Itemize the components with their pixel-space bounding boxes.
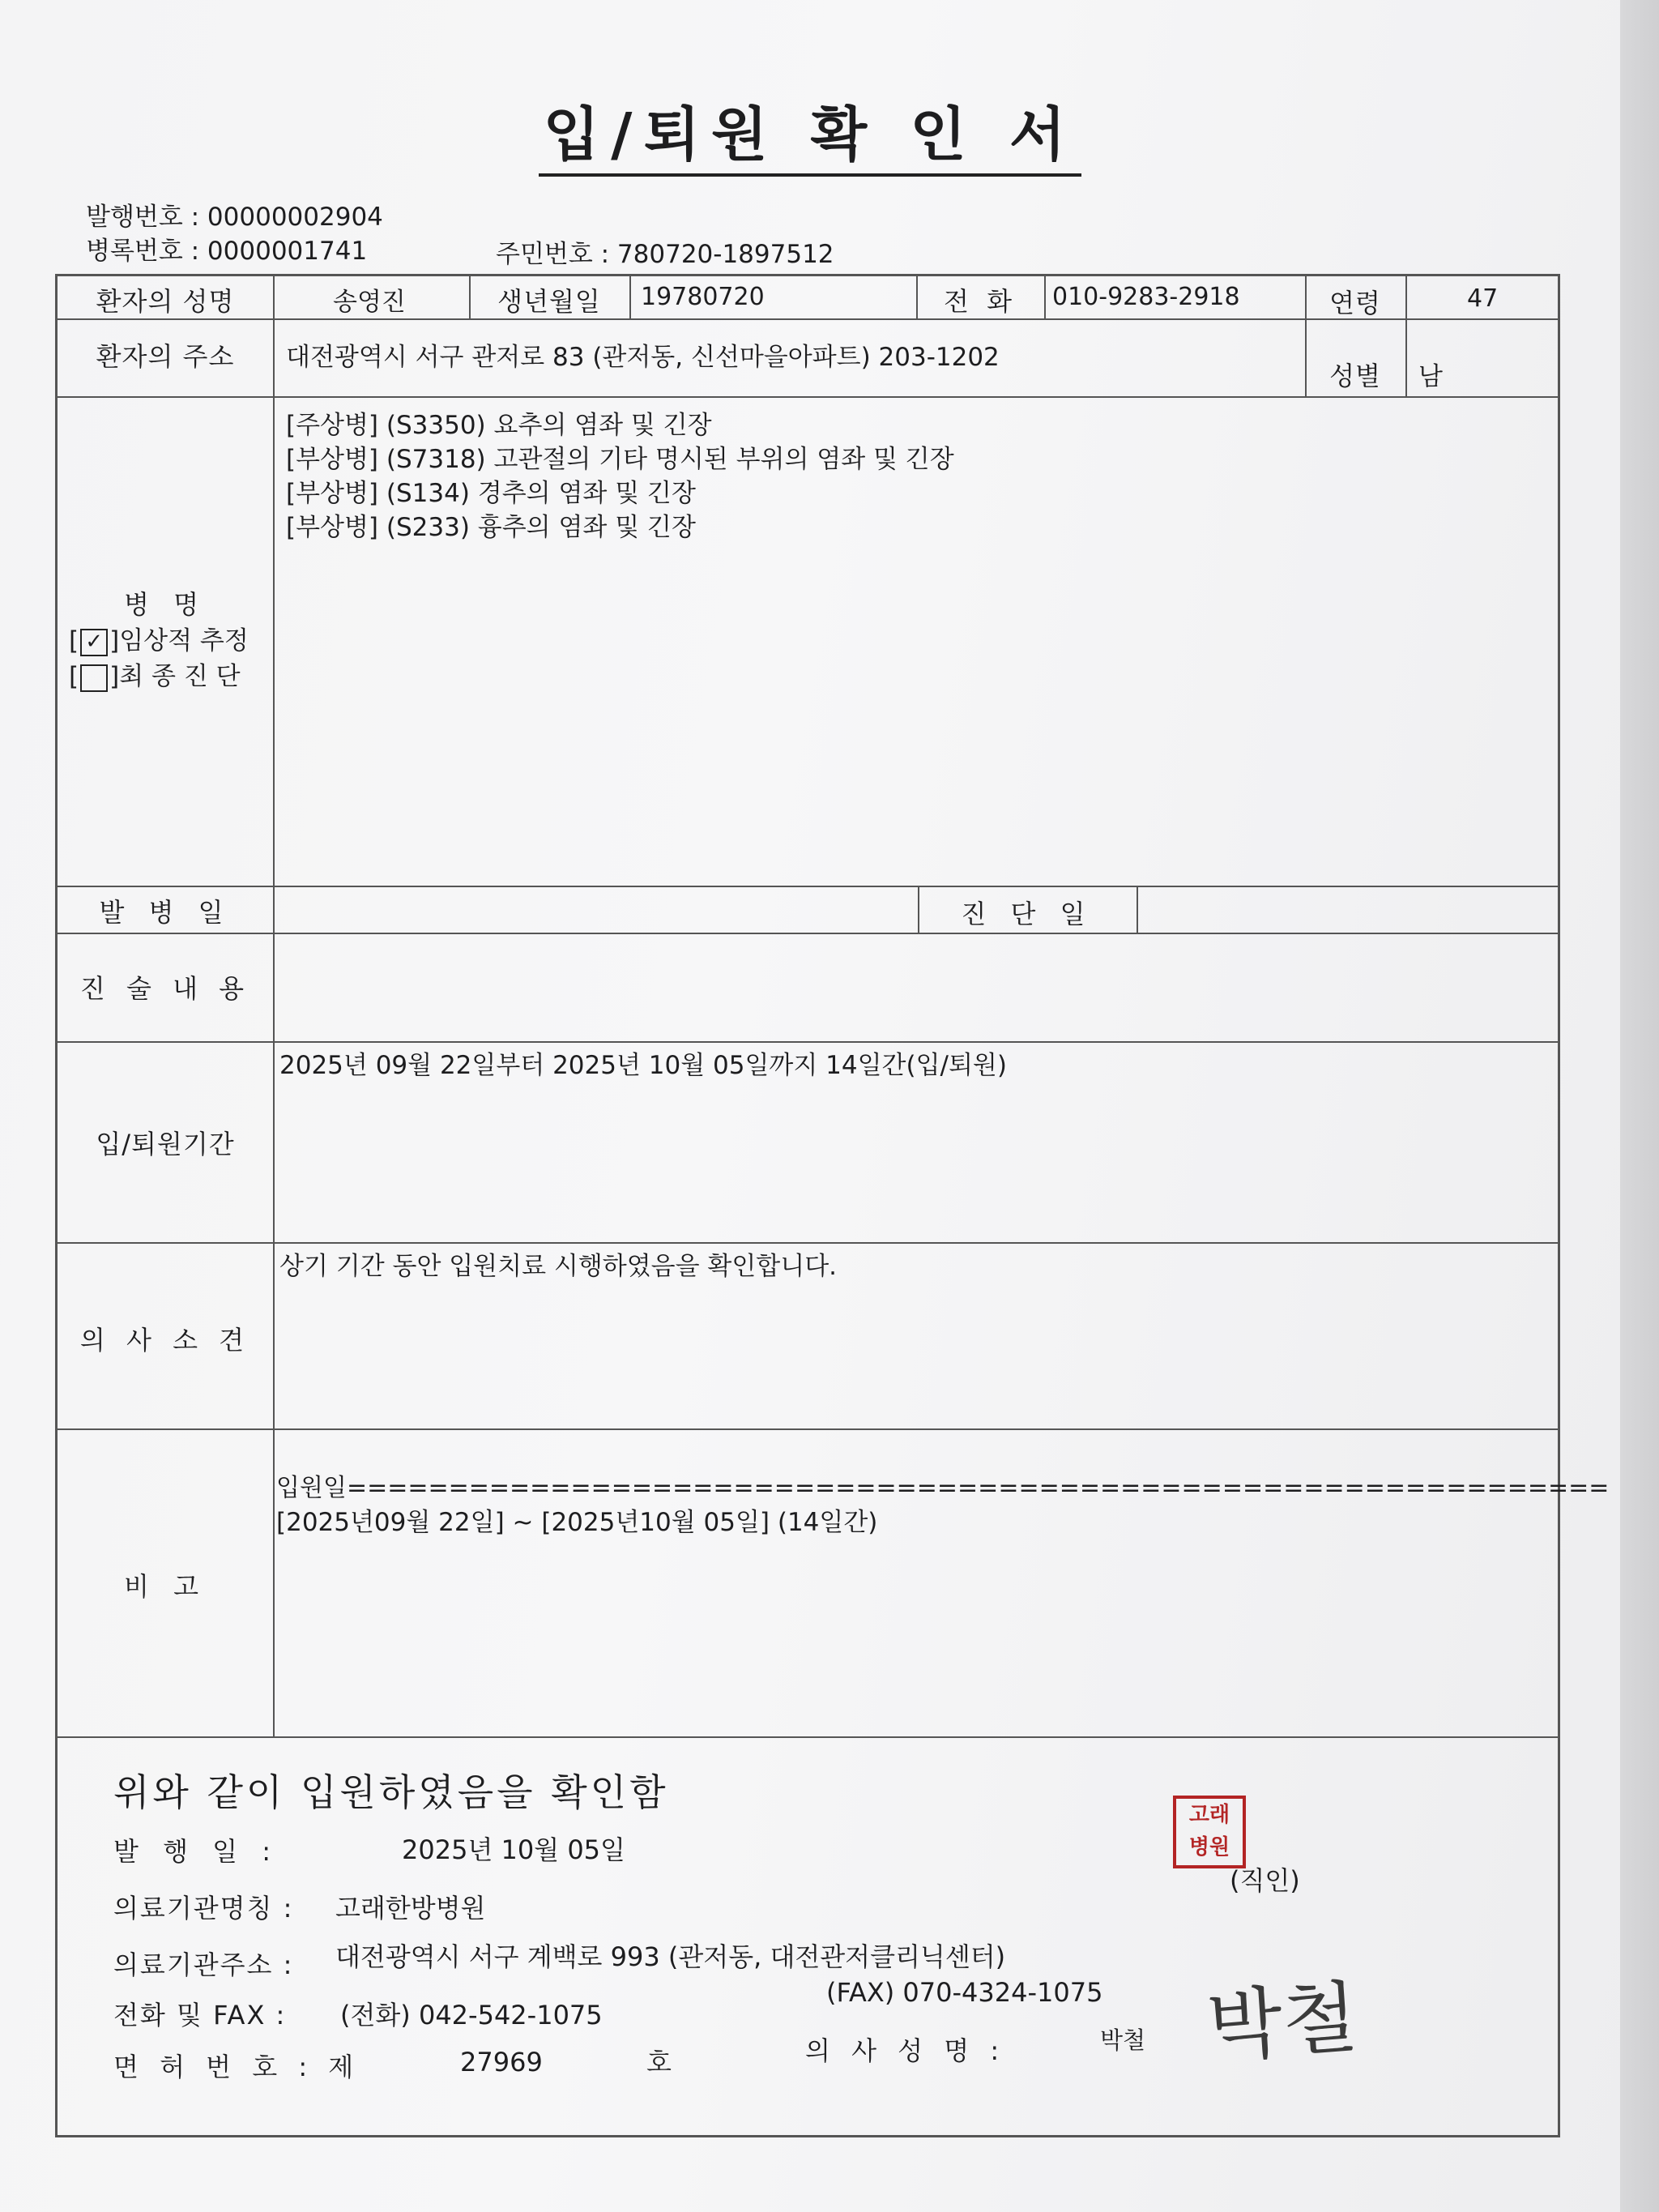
age-label: 연령 xyxy=(1329,288,1381,318)
resident-number: 주민번호 : 780720-1897512 xyxy=(496,240,834,269)
phone-value: 010-9283-2918 xyxy=(1052,283,1240,311)
address-value: 대전광역시 서구 관저로 83 (관저동, 신선마을아파트) 203-1202 xyxy=(286,343,1000,372)
opinion-label: 의 사 소 견 xyxy=(79,1325,251,1356)
doctor-name: 박철 xyxy=(1100,2026,1146,2054)
clinical-estimate-option: [ ✓ ]임상적 추정 xyxy=(69,626,249,655)
doctor-name-label: 의 사 성 명 : xyxy=(805,2035,1006,2066)
license-suffix: 호 xyxy=(646,2047,672,2077)
document-title: 입/퇴원 확 인 서 xyxy=(0,88,1620,172)
diagnosis-item-1: [주상병] (S3350) 요추의 염좌 및 긴장 xyxy=(286,411,712,440)
page-shadow xyxy=(1620,0,1659,2212)
issue-number: 발행번호 : 00000002904 xyxy=(86,203,383,232)
disease-label: 병 명 xyxy=(124,589,207,620)
issue-date-label: 발 행 일 : xyxy=(113,1836,279,1867)
patient-name-label: 환자의 성명 xyxy=(96,286,235,317)
record-number: 병록번호 : 0000001741 xyxy=(86,237,368,266)
phone-label: 전 화 xyxy=(944,286,1017,317)
birth-date: 19780720 xyxy=(641,283,765,311)
sex-value: 남 xyxy=(1418,362,1443,391)
license-label: 면 허 번 호 : 제 xyxy=(113,2052,360,2082)
confirm-statement: 위와 같이 입원하였음을 확인함 xyxy=(113,1770,669,1814)
institution-address-label: 의료기관주소 : xyxy=(113,1949,294,1980)
sex-label: 성별 xyxy=(1329,361,1381,391)
certificate-table xyxy=(55,274,1610,2137)
institution-name-label: 의료기관명칭 : xyxy=(113,1893,294,1924)
fax-value: (FAX) 070-4324-1075 xyxy=(826,1977,1103,2008)
period-label: 입/퇴원기간 xyxy=(96,1129,235,1159)
statement-label: 진 술 내 용 xyxy=(79,973,251,1004)
birth-label: 생년월일 xyxy=(497,286,601,317)
address-label: 환자의 주소 xyxy=(96,341,235,372)
remark-line-1: 입원일============================================================== xyxy=(276,1474,1610,1502)
clinical-estimate-label: 임상적 추정 xyxy=(119,626,249,655)
diagnosis-date-label: 진 단 일 xyxy=(961,899,1094,929)
final-diagnosis-label: 최 종 진 단 xyxy=(119,662,241,691)
final-diagnosis-option: [ ]최 종 진 단 xyxy=(69,662,241,691)
onset-label: 발 병 일 xyxy=(99,897,232,928)
license-number: 27969 xyxy=(460,2047,543,2077)
final-checkbox[interactable] xyxy=(80,664,108,692)
remark-line-2: [2025년09월 22일] ~ [2025년10월 05일] (14일간) xyxy=(276,1508,878,1537)
clinical-checkbox[interactable]: ✓ xyxy=(80,629,108,656)
seal-note: (직인) xyxy=(1230,1865,1300,1896)
tel-value: (전화) 042-542-1075 xyxy=(340,2000,603,2031)
issue-date: 2025년 10월 05일 xyxy=(402,1834,625,1865)
institution-name: 고래한방병원 xyxy=(335,1893,486,1924)
patient-name: 송영진 xyxy=(333,288,406,317)
tel-fax-label: 전화 및 FAX : xyxy=(113,2000,287,2031)
diagnosis-item-2: [부상병] (S7318) 고관절의 기타 명시된 부위의 염좌 및 긴장 xyxy=(286,445,954,474)
hospital-seal-stamp: 고래 병원 xyxy=(1173,1796,1246,1868)
doctor-signature: 박철 xyxy=(1204,1971,1361,2073)
institution-address: 대전광역시 서구 계백로 993 (관저동, 대전관저클리닉센터) xyxy=(335,1941,1006,1972)
diagnosis-item-3: [부상병] (S134) 경추의 염좌 및 긴장 xyxy=(286,479,696,508)
age-value: 47 xyxy=(1467,284,1499,313)
remark-label: 비 고 xyxy=(124,1571,207,1602)
opinion-value: 상기 기간 동안 입원치료 시행하였음을 확인합니다. xyxy=(279,1252,837,1281)
period-value: 2025년 09월 22일부터 2025년 10월 05일까지 14일간(입/퇴원) xyxy=(279,1051,1007,1080)
diagnosis-item-4: [부상병] (S233) 흉추의 염좌 및 긴장 xyxy=(286,513,696,542)
